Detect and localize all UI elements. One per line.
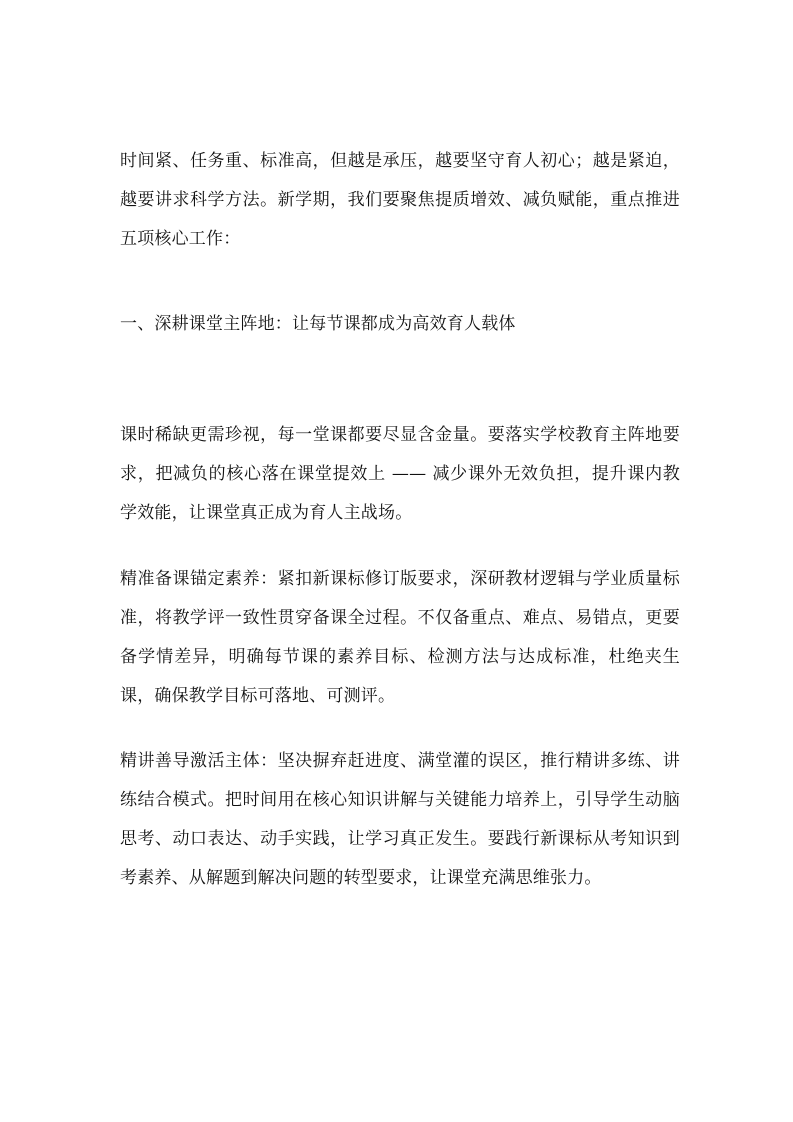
- body-paragraph: 精准备课锚定素养：紧扣新课标修订版要求，深研教材逻辑与学业质量标准，将教学评一致性贯穿备课全过程。不仅备重点、难点、易错点，更要备学情差异，明确每节课的素养目标、检测方法与达成标准，杜绝夹生课，确保教学目标可落地、可测评。: [120, 569, 680, 706]
- body-paragraph: 课时稀缺更需珍视，每一堂课都要尽显含金量。要落实学校教育主阵地要求，把减负的核心落在课堂提效上 —— 减少课外无效负担，提升课内教学效能，让课堂真正成为育人主战场。: [120, 425, 680, 523]
- body-paragraph: 精讲善导激活主体：坚决摒弃赶进度、满堂灌的误区，推行精讲多练、讲练结合模式。把时间用在核心知识讲解与关键能力培养上，引导学生动脑思考、动口表达、动手实践，让学习真正发生。要践行新课标从考知识到考素养、从解题到解决问题的转型要求，让课堂充满思维张力。: [120, 751, 680, 888]
- section-heading: 一、深耕课堂主阵地：让每节课都成为高效育人载体: [120, 314, 516, 334]
- intro-paragraph: 时间紧、任务重、标准高，但越是承压，越要坚守育人初心；越是紧迫，越要讲求科学方法。新学期，我们要聚焦提质增效、减负赋能，重点推进五项核心工作：: [120, 151, 680, 249]
